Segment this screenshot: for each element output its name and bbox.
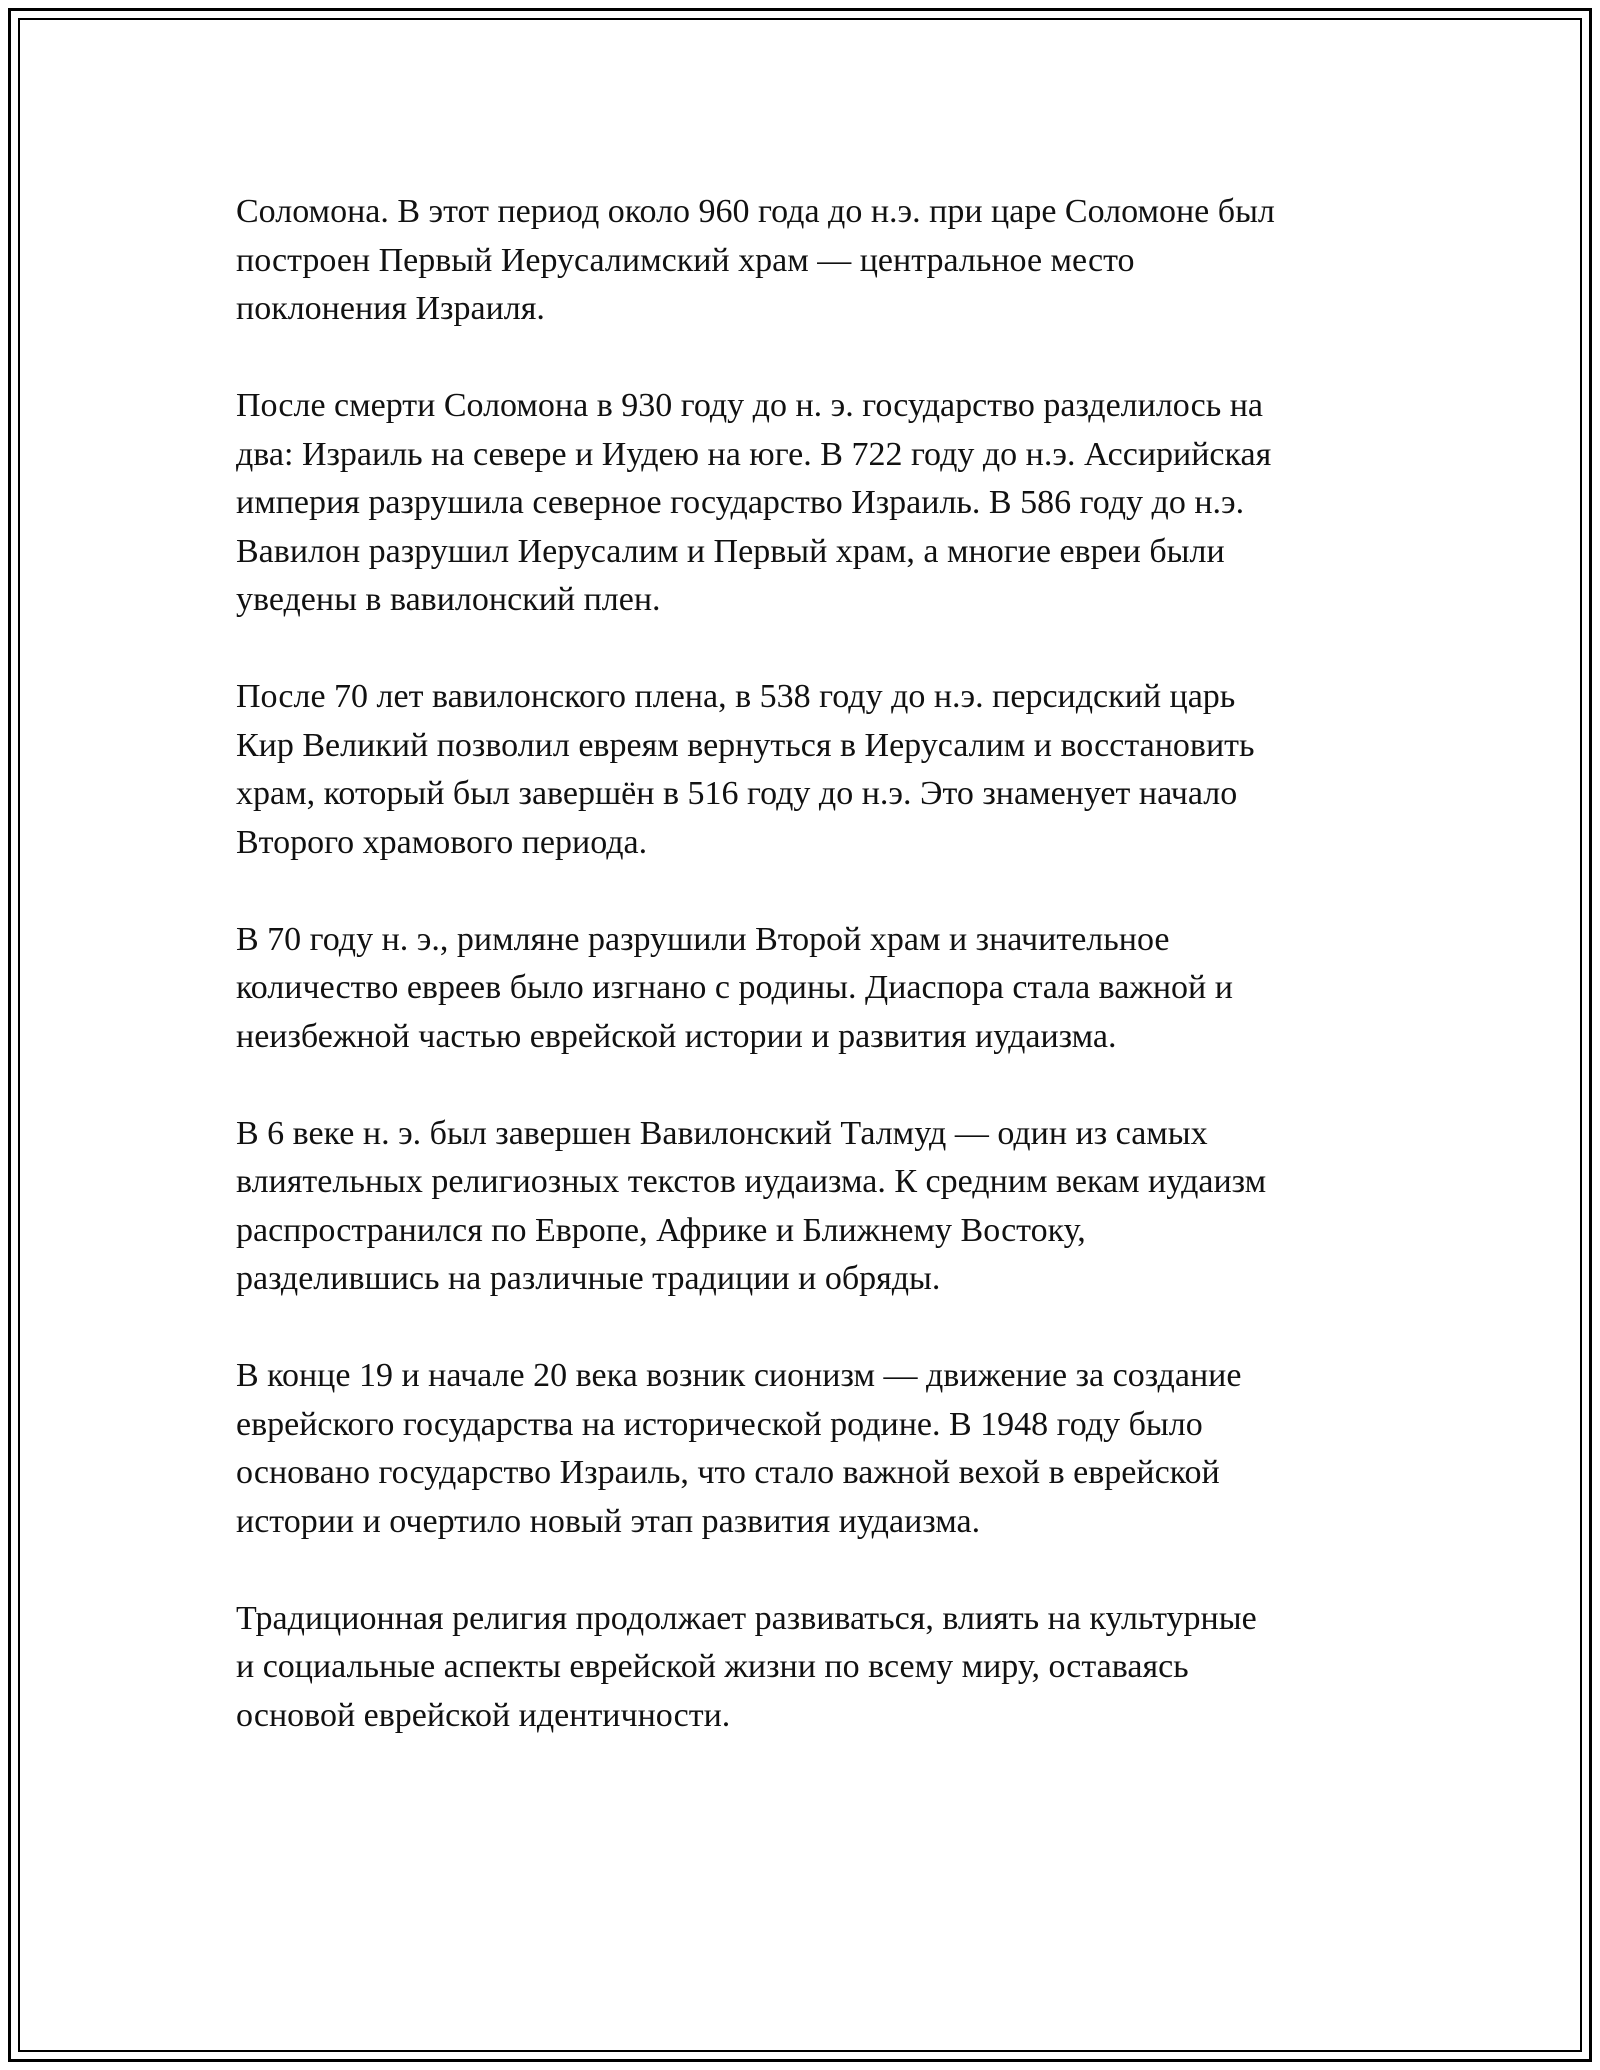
text-line: основано государство Израиль, что стало важной вехой в еврейской [236,1454,1220,1491]
paragraph-1 [236,188,1386,334]
text-line: В конце 19 и начале 20 века возник сионизм — движение за создание [236,1357,1242,1394]
text-line: неизбежной частью еврейской истории и развития иудаизма. [236,1017,1117,1055]
text-line: После 70 лет вавилонского плена, в 538 году до н.э. персидский царь [236,678,1236,715]
text-line: Соломона. В этот период около 960 года до н.э. при царе Соломоне был [236,193,1275,230]
text-line: два: Израиль на севере и Иудею на юге. В 722 году до н.э. Ассирийская [236,435,1272,473]
text-line: количество евреев было изгнано с родины. Диаспора стала важной и [236,969,1233,1006]
paragraph-7 [236,1595,1386,1741]
text-line: уведены в вавилонский плен. [236,581,661,618]
text-line: В 70 году н. э., римляне разрушили Второй храм и значительное [236,920,1170,958]
text-line: империя разрушила северное государство Израиль. В 586 году до н.э. [236,484,1245,521]
document-body [236,188,1386,1789]
paragraph-5 [236,1110,1386,1304]
paragraph-2 [236,382,1386,625]
text-line: Кир Великий позволил евреям вернуться в Иерусалим и восстановить [236,726,1255,764]
text-line: распространился по Европе, Африке и Ближнему Востоку, [236,1211,1086,1249]
text-line: влиятельных религиозных текстов иудаизма. К средним векам иудаизм [236,1163,1267,1200]
text-line: Традиционная религия продолжает развиваться, влиять на культурные [236,1599,1257,1637]
paragraph-3 [236,673,1386,867]
text-line: После смерти Соломона в 930 году до н. э. государство разделилось на [236,387,1264,424]
text-line: еврейского государства на исторической родине. В 1948 году было [236,1405,1203,1443]
text-line: основой еврейской идентичности. [236,1696,731,1734]
text-line: и социальные аспекты еврейской жизни по всему миру, оставаясь [236,1648,1189,1685]
paragraph-6 [236,1352,1386,1546]
text-line: Второго храмового периода. [236,823,648,861]
text-line: В 6 веке н. э. был завершен Вавилонский Талмуд — один из самых [236,1114,1208,1152]
text-line: разделившись на различные традиции и обряды. [236,1260,941,1297]
text-line: истории и очертило новый этап развития иудаизма. [236,1502,981,1540]
paragraph-4 [236,916,1386,1062]
text-line: храм, который был завершён в 516 году до н.э. Это знаменует начало [236,775,1238,812]
text-line: построен Первый Иерусалимский храм — центральное место [236,241,1135,279]
text-line: Вавилон разрушил Иерусалим и Первый храм, а многие евреи были [236,532,1225,570]
text-line: поклонения Израиля. [236,290,545,327]
